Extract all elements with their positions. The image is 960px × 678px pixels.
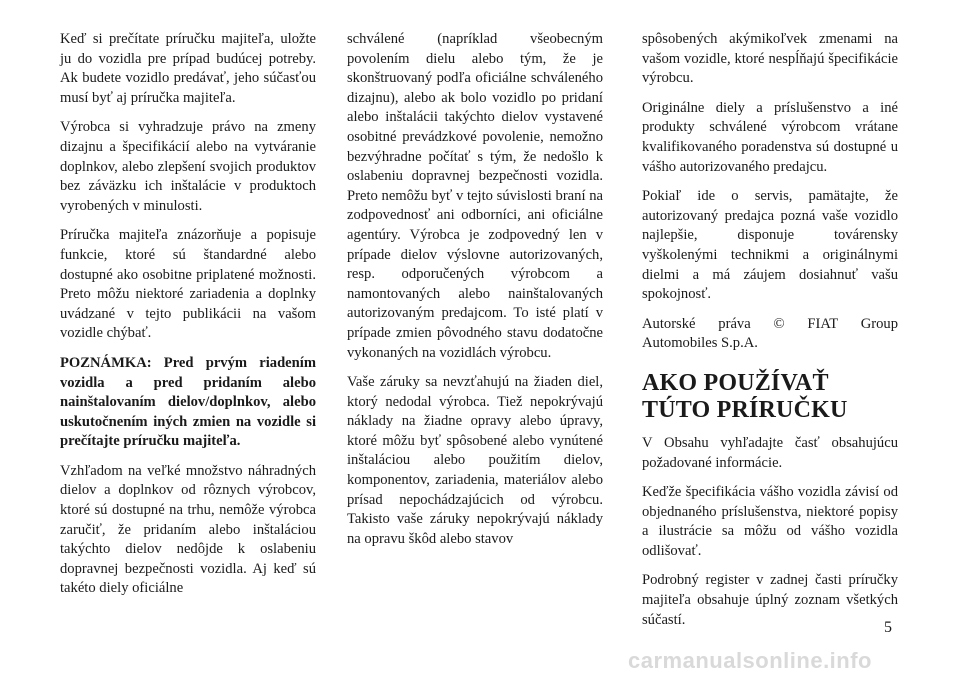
paragraph: Keď si prečítate príručku majiteľa, uložte ju do vozidla pre prípad budúcej potreby. Ak budete vozidlo predávať, jeho súčasťou musí byť aj príručka majiteľa. xyxy=(60,31,316,106)
page-number: 5 xyxy=(884,619,892,636)
section-heading: AKO POUŽÍVAŤ TÚTO PRÍRUČKU xyxy=(642,369,848,423)
paragraph: Vaše záruky sa nevzťahujú na žiaden diel, ktorý nedodal výrobca. Tiež nepokrývajú náklady na žiadne opravy alebo úpravy, ktoré môžu byť spôsobené alebo vynútené inštaláciou alebo použitím dielov, komponentov, zariadenia, materiálov alebo prísad nepochádzajúcich od výrobcu. Takisto vaše záruky nepokrývajú náklady na opravu škôd alebo stavov xyxy=(347,374,603,547)
paragraph: Výrobca si vyhradzuje právo na zmeny dizajnu a špecifikácií alebo na vytváranie doplnkov, alebo zlepšení svojich produktov bez záväzku ich inštalácie v produktoch vyrobených v minulosti. xyxy=(60,119,316,214)
paragraph: Originálne diely a príslušenstvo a iné produkty schválené výrobcom vrátane kvalifikovaného poradenstva sú dostupné u vášho autorizovaného predajcu. xyxy=(642,99,898,175)
text-column-2 xyxy=(347,30,603,559)
text-column-1 xyxy=(60,30,316,609)
paragraph: Podrobný register v zadnej časti príručky majiteľa obsahuje úplný zoznam všetkých súčastí. xyxy=(642,572,898,628)
paragraph: Vzhľadom na veľké množstvo náhradných dielov a doplnkov od rôznych výrobcov, ktoré sú dostupné na trhu, nemôže výrobca zaručiť, že pridaním alebo inštaláciou takýchto dielov nedôjde k oslabeniu dopravnej bezpečnosti vozidla. Aj keď sú takéto diely oficiálne xyxy=(60,462,316,597)
text-column-3 xyxy=(642,30,898,640)
note-paragraph: POZNÁMKA: Pred prvým riadením vozidla a pred pridaním alebo nainštalovaním dielov/doplnkov, alebo uskutočnením iných zmien na vozidle si prečítajte príručku majiteľa. xyxy=(60,354,316,450)
watermark: carmanualsonline.info xyxy=(628,648,872,673)
paragraph: Keďže špecifikácia vášho vozidla závisí od objednaného príslušenstva, niektoré popisy a ilustrácie sa môžu od vášho vozidla odlišovať. xyxy=(642,484,898,559)
paragraph: schválené (napríklad všeobecným povolením dielu alebo tým, že je skonštruovaný podľa oficiálne schváleného dizajnu), alebo ak bolo vozidlo po pridaní alebo inštalácii takýchto dielov vystavené osobitné prevádzkové povolenie, nemožno bezvýhradne počítať s tým, že nedošlo k oslabeniu dopravnej bezpečnosti vozidla. Preto nemôžu byť v tejto súvislosti braní na zodpovednosť ani odborníci, ani oficiálne agentúry. Výrobca je zodpovedný len v prípade dielov výslovne autorizovaných, resp. odporučených výrobcom a namontovaných alebo nainštalovaných autorizovaným predajcom. To isté platí v prípade zmien pôvodného stavu dodatočne vykonaných na vozidlách výrobcu. xyxy=(347,31,603,361)
paragraph: spôsobených akýmikoľvek zmenami na vašom vozidle, ktoré nespĺňajú špecifikácie výrobcu. xyxy=(642,31,898,87)
copyright-paragraph: Autorské práva © FIAT Group Automobiles S.p.A. xyxy=(642,315,898,352)
paragraph: Príručka majiteľa znázorňuje a popisuje funkcie, ktoré sú štandardné alebo dostupné ako osobitne priplatené možnosti. Preto môžu niektoré zariadenia a doplnky uvádzané v tejto publikácii na vašom vozidle chýbať. xyxy=(60,227,316,342)
paragraph: V Obsahu vyhľadajte časť obsahujúcu požadované informácie. xyxy=(642,434,898,471)
paragraph: Pokiaľ ide o servis, pamätajte, že autorizovaný predajca pozná vaše vozidlo najlepšie, disponuje továrensky vyškolenými technikmi a originálnymi dielmi a má záujem dosiahnuť vašu spokojnosť. xyxy=(642,188,898,303)
